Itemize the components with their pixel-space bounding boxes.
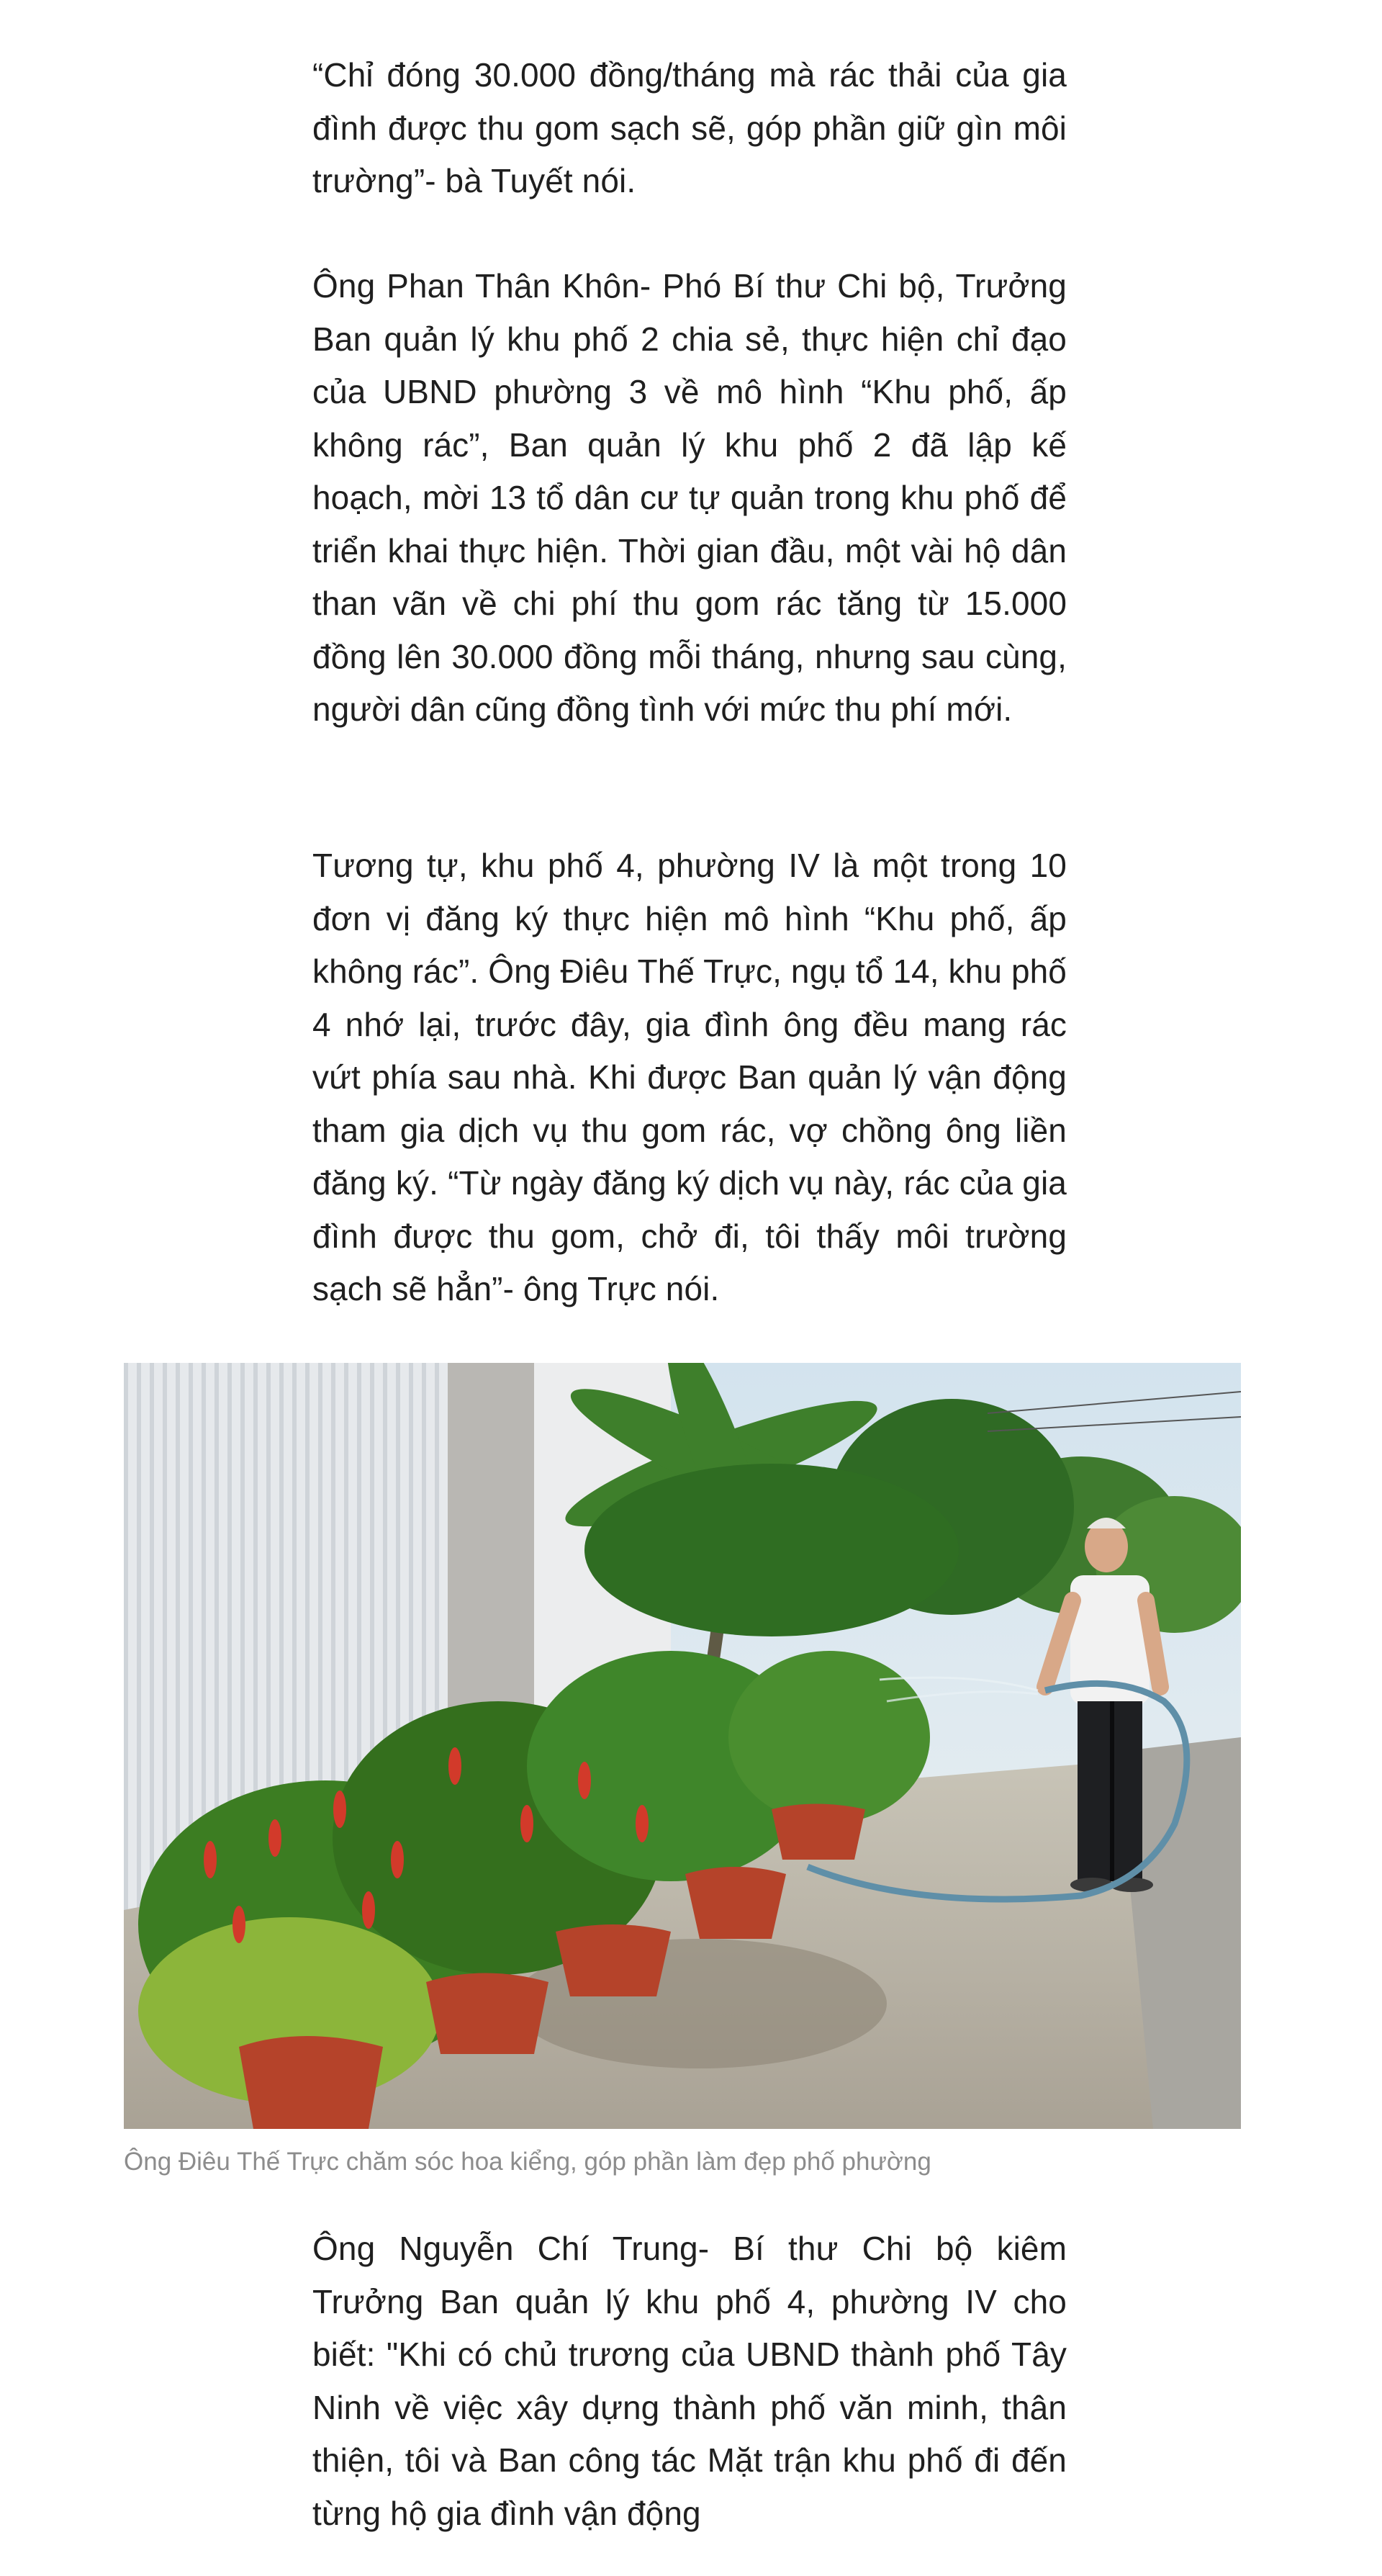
article-paragraph: Ông Nguyễn Chí Trung- Bí thư Chi bộ kiêm Trưởng Ban quản lý khu phố 4, phường IV cho biết: "Khi có chủ trương của UBND thành phố Tây Ninh về việc xây dựng thành phố văn minh, thân thiện, tôi và Ban công tác Mặt trận khu phố đi đến từng hộ gia đình vận động: [312, 2230, 1067, 2532]
article-paragraph: Tương tự, khu phố 4, phường IV là một trong 10 đơn vị đăng ký thực hiện mô hình “Khu phố, ấp không rác”. Ông Điêu Thế Trực, ngụ tổ 14, khu phố 4 nhớ lại, trước đây, gia đình ông đều mang rác vứt phía sau nhà. Khi được Ban quản lý vận động tham gia dịch vụ thu gom rác, vợ chồng ông liền đăng ký. “Từ ngày đăng ký dịch vụ này, rác của gia đình được thu gom, chở đi, tôi thấy môi trường sạch sẽ hẳn”- ông Trực nói.: [312, 847, 1067, 1307]
photo-caption: Ông Điêu Thế Trực chăm sóc hoa kiểng, góp phần làm đẹp phố phường: [124, 2148, 931, 2176]
article-photo: [124, 1363, 1241, 2129]
article-paragraph: Ông Phan Thân Khôn- Phó Bí thư Chi bộ, Trưởng Ban quản lý khu phố 2 chia sẻ, thực hiện chỉ đạo của UBND phường 3 về mô hình “Khu phố, ấp không rác”, Ban quản lý khu phố 2 đã lập kế hoạch, mời 13 tổ dân cư tự quản trong khu phố để triển khai thực hiện. Thời gian đầu, một vài hộ dân than vãn về chi phí thu gom rác tăng từ 15.000 đồng lên 30.000 đồng mỗi tháng, nhưng sau cùng, người dân cũng đồng tình với mức thu phí mới.: [312, 267, 1067, 728]
article-paragraph: “Chỉ đóng 30.000 đồng/tháng mà rác thải của gia đình được thu gom sạch sẽ, góp phần giữ gìn môi trường”- bà Tuyết nói.: [312, 56, 1067, 199]
